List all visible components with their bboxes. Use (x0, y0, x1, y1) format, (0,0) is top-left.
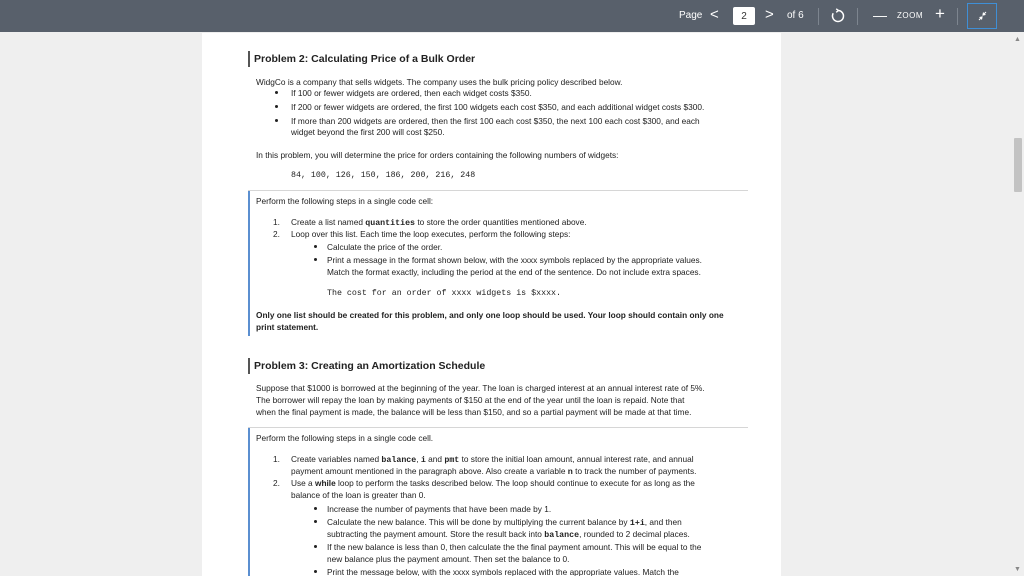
cell-divider (248, 427, 748, 428)
collapse-button[interactable] (967, 3, 997, 29)
problem-3-step-2-cont: balance of the loan is greater than 0. (291, 490, 426, 500)
problem-3-paragraph-2: The borrower will repay the loan by making payments of $150 at the end of the year until the loan is repaid. Note that (256, 395, 685, 405)
problem-2-determine: In this problem, you will determine the price for orders containing the following numbers of widgets: (256, 150, 619, 160)
problem-2-note-cont: print statement. (256, 322, 319, 332)
problem-3-paragraph: Suppose that $1000 is borrowed at the beginning of the year. The loan is charged interest at an annual interest rate of 5%. (256, 383, 705, 393)
problem-2-intro: WidgCo is a company that sells widgets. The company uses the bulk pricing policy described below. (256, 77, 623, 87)
step-number: 2. (273, 229, 280, 239)
problem-3-paragraph-3: when the final payment is made, the balance will be less than $150, and so a partial payment will be made at that time. (256, 407, 692, 417)
page-label: Page (679, 10, 703, 21)
output-message-format: The cost for an order of xxxx widgets is $xxxx. (327, 289, 562, 298)
pricing-rule-2: If 200 or fewer widgets are ordered, the first 100 widgets each cost $350, and each additional widget costs $300. (291, 102, 705, 112)
bullet (314, 520, 317, 523)
viewer-toolbar (0, 0, 1024, 32)
problem-2-substep-2: Print a message in the format shown below, with the xxxx symbols replaced by the appropriate values. (327, 255, 702, 265)
pricing-rule-3: If more than 200 widgets are ordered, then the first 100 each cost $350, the next 100 each cost $300, and each (291, 116, 700, 126)
scroll-down-arrow[interactable]: ▼ (1014, 566, 1021, 573)
problem-2-heading: Problem 2: Calculating Price of a Bulk Order (248, 52, 475, 66)
bullet (314, 570, 317, 573)
document-page (202, 33, 781, 576)
problem-3-substep-3-cont: new balance plus the payment amount. Then set the balance to 0. (327, 554, 570, 564)
bullet (275, 105, 278, 108)
step-number: 1. (273, 217, 280, 227)
scrollbar-thumb[interactable] (1014, 138, 1022, 192)
problem-3-heading: Problem 3: Creating an Amortization Schedule (248, 359, 485, 373)
toolbar-divider (818, 8, 819, 25)
problem-3-substep-3: If the new balance is less than 0, then calculate the the final payment amount. This will be equal to the (327, 542, 702, 552)
zoom-label: ZOOM (897, 11, 923, 20)
bullet (314, 258, 317, 261)
problem-3-step-1-cont: payment amount mentioned in the paragraph above. Also create a variable n to track the number of payments. (291, 466, 697, 476)
page-number-input[interactable] (733, 7, 755, 25)
bullet (314, 245, 317, 248)
pricing-rule-3-cont: widget beyond the first 200 will cost $250. (291, 127, 445, 137)
bullet (314, 545, 317, 548)
problem-2-substep-1: Calculate the price of the order. (327, 242, 443, 252)
pricing-rule-1: If 100 or fewer widgets are ordered, then each widget costs $350. (291, 88, 532, 98)
step-number: 2. (273, 478, 280, 488)
toolbar-divider (857, 8, 858, 25)
collapse-icon (968, 4, 996, 28)
problem-3-substep-4: Print the message below, with the xxxx symbols replaced with the appropriate values. Match the (327, 567, 679, 576)
refresh-icon[interactable] (829, 7, 847, 25)
bullet (314, 507, 317, 510)
markdown-cell-bar (248, 191, 250, 336)
problem-3-step-2: Use a while loop to perform the tasks described below. The loop should continue to execute for as long as the (291, 478, 695, 488)
scroll-up-arrow[interactable]: ▲ (1014, 36, 1021, 43)
zoom-in-icon[interactable]: + (935, 4, 945, 23)
problem-3-substep-2: Calculate the new balance. This will be done by multiplying the current balance by 1+i, and then (327, 517, 682, 528)
page-count: of 6 (787, 10, 804, 21)
problem-3-substep-2-cont: subtracting the payment amount. Store the result back into balance, rounded to 2 decimal places. (327, 529, 690, 540)
problem-2-note: Only one list should be created for this problem, and only one loop should be used. Your loop should contain only one (256, 310, 724, 320)
chevron-left-icon[interactable]: < (710, 6, 719, 23)
chevron-right-icon[interactable]: > (765, 6, 774, 23)
toolbar-divider (957, 8, 958, 25)
problem-2-substep-2-cont: Match the format exactly, including the period at the end of the sentence. Do not include extra spaces. (327, 267, 701, 277)
cell-divider (248, 190, 748, 191)
markdown-cell-bar (248, 428, 250, 576)
problem-3-perform: Perform the following steps in a single code cell. (256, 433, 434, 443)
problem-2-step-2: Loop over this list. Each time the loop executes, perform the following steps: (291, 229, 571, 239)
bullet (275, 91, 278, 94)
problem-3-substep-1: Increase the number of payments that have been made by 1. (327, 504, 552, 514)
problem-2-perform: Perform the following steps in a single code cell: (256, 196, 434, 206)
bullet (275, 119, 278, 122)
widget-numbers: 84, 100, 126, 150, 186, 200, 216, 248 (291, 171, 476, 180)
problem-2-step-1: Create a list named quantities to store the order quantities mentioned above. (291, 217, 587, 228)
problem-3-step-1: Create variables named balance, i and pmt to store the initial loan amount, annual interest rate, and annual (291, 454, 694, 465)
zoom-out-icon[interactable]: — (873, 7, 887, 23)
step-number: 1. (273, 454, 280, 464)
